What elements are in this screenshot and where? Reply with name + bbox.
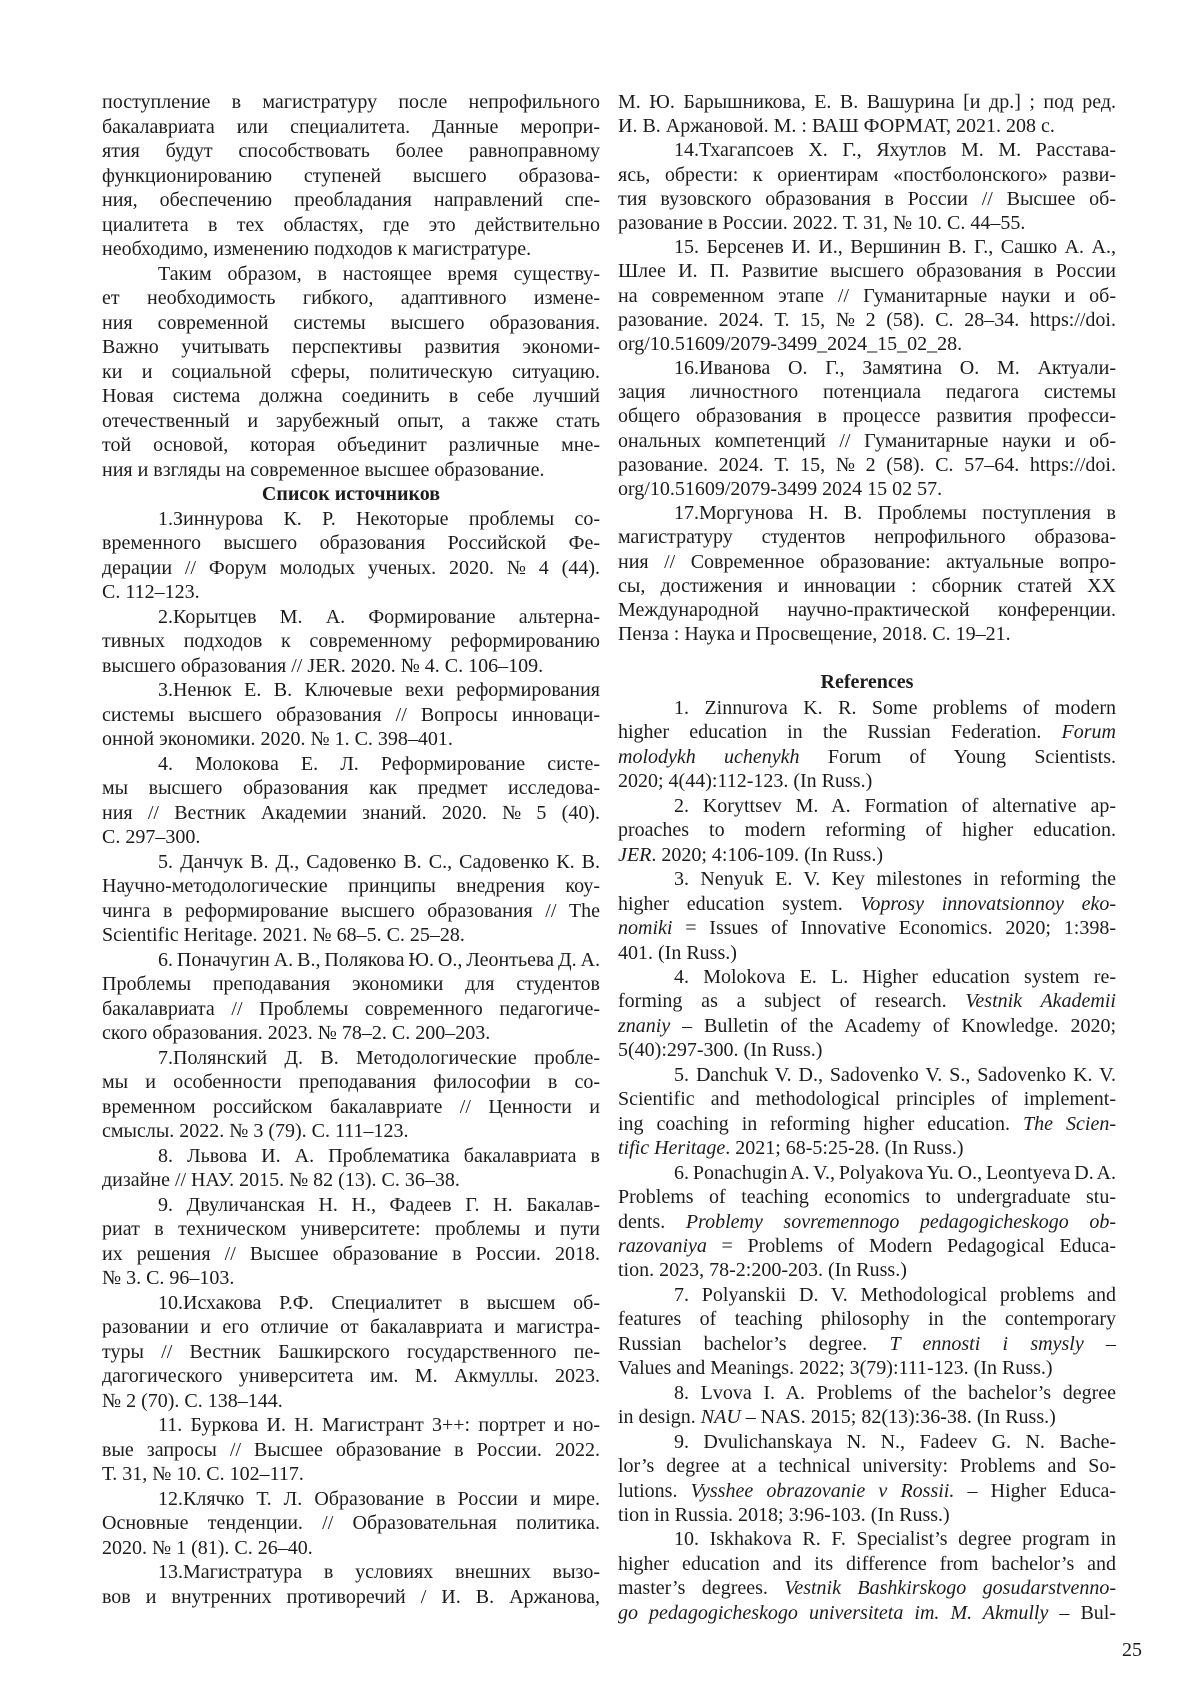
italic-journal-title: Problemy sovremennogo pedagogicheskogo ob- (685, 1210, 1116, 1233)
line-text: дерации // Форум молодых ученых. 2020. № 4 (44). (102, 556, 600, 579)
text-line (618, 211, 1116, 235)
text-line (102, 752, 600, 777)
text-line (102, 1364, 600, 1389)
line-text: зация личностного потенциала педагога системы (618, 381, 1116, 404)
line-text: вые запросы // Высшее образование в России. 2022. (102, 1438, 600, 1461)
page-number: 25 (1122, 1639, 1142, 1661)
paragraph (618, 1063, 1116, 1161)
line-text: 16.Иванова О. Г., Замятина О. М. Актуали- (674, 357, 1116, 380)
line-text: higher education in the Russian Federation. (618, 721, 1062, 744)
text-line (102, 237, 600, 262)
text-line (618, 1356, 1116, 1380)
line-text: forming as a subject of research. (618, 990, 966, 1013)
text-line (618, 1601, 1116, 1625)
text-line (618, 501, 1116, 525)
text-line (102, 972, 600, 997)
text-line (618, 1552, 1116, 1576)
text-line (102, 825, 600, 850)
line-text: lutions. (618, 1479, 691, 1502)
paragraph (102, 605, 600, 679)
line-text: 2020. № 1 (81). С. 26–40. (102, 1536, 313, 1559)
text-line (618, 114, 1116, 138)
line-text: 3. Nenyuk E. V. Key milestones in reforming the (674, 868, 1116, 891)
text-line (618, 550, 1116, 574)
text-line (102, 458, 600, 483)
line-text: 1.Зиннурова К. Р. Некоторые проблемы со- (158, 507, 600, 530)
line-text: № 2 (70). С. 138–144. (102, 1389, 283, 1412)
text-line (618, 235, 1116, 259)
line-text: ясь, обрести: к ориентирам «постболонского» разви- (618, 163, 1116, 186)
text-line (102, 605, 600, 630)
text-line (102, 115, 600, 140)
line-text: 14.Тхагапсоев Х. Г., Яхутлов М. М. Расстава- (674, 139, 1116, 162)
text-line (102, 923, 600, 948)
paragraph (618, 867, 1116, 965)
text-line (618, 1479, 1116, 1503)
line-text: ния современной системы высшего образования. (102, 311, 600, 334)
text-line (618, 794, 1116, 818)
italic-journal-title: molodykh uchenykh (618, 745, 800, 768)
text-line (618, 769, 1116, 793)
text-line (618, 574, 1116, 598)
line-text: higher education system. (618, 892, 861, 915)
italic-journal-title: T ennosti i smysly (889, 1332, 1084, 1355)
line-text: тивных подходов к современному реформированию (102, 630, 600, 652)
line-text: функционированию ступеней высшего образова- (102, 164, 600, 187)
text-line (102, 1070, 600, 1095)
italic-journal-title: tific Heritage (618, 1137, 726, 1160)
paragraph (102, 1144, 600, 1193)
line-text: 6. Поначугин А. В., Полякова Ю. О., Леонтьева Д. А. (158, 948, 600, 971)
text-line (102, 335, 600, 360)
paragraph (102, 1487, 600, 1561)
line-text: – NAS. 2015; 82(13):36-38. (In Russ.) (740, 1406, 1056, 1429)
line-text: мы высшего образования как предмет исследова- (102, 777, 600, 799)
line-text: Russian bachelor’s degree. (618, 1332, 890, 1355)
text-line (618, 259, 1116, 283)
italic-journal-title: NAU (700, 1406, 741, 1429)
text-line (102, 1119, 600, 1144)
text-line (618, 1332, 1116, 1356)
italic-journal-title: Voprosy innovatsionnoy eko- (860, 892, 1116, 915)
text-line (618, 598, 1116, 622)
text-line (618, 1258, 1116, 1282)
text-line (618, 892, 1116, 916)
line-text: смыслы. 2022. № 3 (79). С. 111–123. (102, 1120, 409, 1142)
text-line (102, 556, 600, 581)
line-text: разование. 2024. Т. 15, № 2 (58). С. 57–64. https://doi. (618, 453, 1116, 476)
text-line (102, 213, 600, 238)
line-text: отечественный и зарубежный опыт, а также стать (102, 409, 600, 432)
line-text: той основой, которая объединит различные мне- (102, 434, 600, 456)
references-heading: References (820, 671, 914, 693)
paragraph (618, 138, 1116, 235)
text-line (102, 1560, 600, 1585)
line-text: мы и особенности преподавания философии в со- (102, 1071, 600, 1093)
line-text: ing coaching in reforming higher education. (618, 1112, 1024, 1135)
line-text: tion. 2023, 78-2:200-203. (In Russ.) (618, 1259, 907, 1282)
line-text: Пенза : Наука и Просвещение, 2018. С. 19–21. (618, 623, 1011, 646)
line-text: 8. Львова И. А. Проблематика бакалавриата в (158, 1144, 600, 1167)
paragraph (102, 1413, 600, 1487)
italic-journal-title: Vestnik Akademii (965, 990, 1116, 1013)
text-line (618, 1063, 1116, 1087)
line-text: И. В. Аржановой. М. : ВАШ ФОРМАТ, 2021. 208 с. (618, 115, 1055, 138)
italic-journal-title: Forum (1061, 721, 1116, 744)
text-line (618, 1307, 1116, 1331)
text-line (102, 1340, 600, 1365)
text-line (618, 163, 1116, 187)
text-line (618, 989, 1116, 1013)
text-line (102, 1315, 600, 1340)
text-line (618, 745, 1116, 769)
text-line (102, 262, 600, 287)
paragraph (102, 752, 600, 850)
line-text: дагогического университета им. М. Акмуллы. 2023. (102, 1365, 600, 1387)
text-line (618, 308, 1116, 332)
line-text: = Issues of Innovative Economics. 2020; 1:398- (672, 917, 1116, 940)
text-line (102, 654, 600, 679)
text-line (102, 384, 600, 409)
line-text: 17.Моргунова Н. В. Проблемы поступления в (674, 502, 1116, 525)
line-text: необходимо, изменению подходов к магистратуре. (102, 238, 532, 260)
line-text: ния, обеспечению преобладания направлений спе- (102, 189, 600, 211)
text-line (102, 678, 600, 703)
paragraph (102, 1291, 600, 1414)
italic-journal-title: znaniy (618, 1014, 671, 1037)
line-text: Новая система должна соединить в себе лучший (102, 385, 600, 407)
right-column-russian-references (618, 90, 1116, 646)
text-line (102, 1389, 600, 1414)
line-text: их решения // Высшее образование в России. 2018. (102, 1242, 600, 1265)
text-line (102, 997, 600, 1022)
text-line (102, 1511, 600, 1536)
line-text: сы, достижения и инновации : сборник статей XX (618, 574, 1116, 597)
line-text: – Bulletin of the Academy of Knowledge. 2020; (670, 1014, 1116, 1037)
italic-journal-title: The Scien- (1023, 1112, 1116, 1135)
text-line (102, 1487, 600, 1512)
text-line (618, 1014, 1116, 1038)
text-line (618, 525, 1116, 549)
paragraph (102, 90, 600, 262)
line-text: proaches to modern reforming of higher education. (618, 819, 1116, 842)
text-line (102, 1144, 600, 1169)
text-line (102, 90, 600, 115)
line-text: lor’s degree at a technical university: Problems and So- (618, 1455, 1116, 1478)
line-text: 3.Ненюк Е. В. Ключевые вехи реформирования (158, 679, 600, 701)
line-text: общего образования в процессе развития професси- (618, 405, 1116, 428)
italic-journal-title: Vestnik Bashkirskogo gosudarstvenno- (784, 1577, 1116, 1600)
text-line (618, 1283, 1116, 1307)
line-text: Values and Meanings. 2022; 3(79):111-123. (In Russ.) (618, 1357, 1053, 1380)
text-line (618, 696, 1116, 720)
line-text: . 2020; 4:106-109. (In Russ.) (651, 843, 883, 866)
text-line (618, 356, 1116, 380)
line-text: Научно-методологические принципы внедрения коу- (102, 875, 600, 897)
line-text: риат в техническом университете: проблемы и пути (102, 1218, 600, 1240)
line-text: № 3. С. 96–103. (102, 1267, 235, 1289)
line-text: тия вузовского образования в России // Высшее об- (618, 187, 1116, 210)
paragraph (618, 1283, 1116, 1381)
line-text: разовании и его отличие от бакалавриата и магистра- (102, 1316, 600, 1338)
paragraph (618, 696, 1116, 794)
line-text: ния // Вестник Академии знаний. 2020. № 5 (40). (102, 801, 600, 824)
text-line (618, 404, 1116, 428)
italic-journal-title: nomiki (618, 917, 673, 940)
text-line (102, 311, 600, 336)
line-text: 2.Корытцев М. А. Формирование альтерна- (158, 605, 600, 628)
text-line (618, 187, 1116, 211)
line-text: 1. Zinnurova K. R. Some problems of modern (674, 697, 1116, 719)
text-line (102, 1413, 600, 1438)
text-line (102, 580, 600, 605)
line-text: онной экономики. 2020. № 1. С. 398–401. (102, 728, 453, 750)
line-text: Важно учитывать перспективы развития экономи- (102, 336, 600, 358)
line-text: вов и внутренних противоречий / И. В. Аржанова, (102, 1585, 600, 1608)
line-text: 7.Полянский Д. В. Методологические пробле- (158, 1046, 600, 1069)
line-text: С. 112–123. (102, 581, 200, 603)
line-text: циалитета в тех областях, где это действительно (102, 213, 600, 236)
text-line (618, 429, 1116, 453)
line-text: ятия будут способствовать более равноправному (102, 140, 600, 162)
line-text: временного высшего образования Российской Фе- (102, 532, 600, 554)
section-heading: Список источников (261, 483, 441, 505)
paragraph (618, 90, 1116, 138)
line-text: дизайне // НАУ. 2015. № 82 (13). С. 36–38. (102, 1169, 460, 1191)
text-line (102, 433, 600, 458)
line-text: высшего образования // JER. 2020. № 4. С. 106–109. (102, 654, 544, 677)
line-text: чинга в реформирование высшего образования // The (102, 899, 600, 922)
text-line (618, 622, 1116, 646)
text-line (102, 507, 600, 532)
text-line (102, 948, 600, 973)
paragraph (618, 1161, 1116, 1283)
line-text: бакалавриата // Проблемы современного педагогиче- (102, 997, 600, 1020)
text-line (618, 1038, 1116, 1062)
text-line (618, 453, 1116, 477)
paragraph (618, 794, 1116, 867)
line-text: – Higher Educa- (954, 1479, 1117, 1502)
line-text: разование в России. 2022. Т. 31, № 10. С. 44–55. (618, 211, 1026, 234)
paragraph (102, 678, 600, 752)
paragraph (618, 501, 1116, 646)
line-text: 7. Polyanskii D. V. Methodological problems and (674, 1283, 1116, 1306)
line-text: 4. Molokova E. L. Higher education system re- (674, 965, 1116, 988)
paragraph (102, 1193, 600, 1291)
line-text: Problems of teaching economics to undergraduate stu- (618, 1186, 1116, 1209)
line-text: Шлее И. П. Развитие высшего образования в России (618, 260, 1116, 283)
line-text: Таким образом, в настоящее время существу- (158, 262, 600, 285)
text-line (618, 1087, 1116, 1111)
text-line (102, 1438, 600, 1463)
text-line (618, 90, 1116, 114)
line-text: 401. (In Russ.) (618, 941, 737, 964)
text-line (102, 139, 600, 164)
paragraph (618, 1527, 1116, 1625)
line-text: 9. Dvulichanskaya N. N., Fadeev G. N. Bache- (674, 1430, 1116, 1453)
text-line (102, 1193, 600, 1218)
text-line (618, 332, 1116, 356)
line-text: org/10.51609/2079-3499_2024_15_02_28. (618, 332, 963, 355)
text-line (102, 164, 600, 189)
paragraph (618, 965, 1116, 1063)
line-text: 6. Ponachugin A. V., Polyakova Yu. O., Leontyeva D. A. (674, 1161, 1116, 1184)
line-text: 2. Koryttsev M. A. Formation of alternative ap- (674, 794, 1116, 817)
line-text: Scientific Heritage. 2021. № 68–5. С. 25–28. (102, 924, 465, 946)
line-text: магистратуру студентов непрофильного образова- (618, 526, 1116, 549)
paragraph (618, 1430, 1116, 1528)
text-line (102, 1095, 600, 1120)
text-line (618, 916, 1116, 940)
line-text: 2020; 4(44):112-123. (In Russ.) (618, 770, 873, 793)
text-line (618, 284, 1116, 308)
text-line (618, 1405, 1116, 1429)
line-text: 12.Клячко Т. Л. Образование в России и мире. (158, 1487, 600, 1510)
text-line (102, 1217, 600, 1242)
line-text: . 2021; 68-5:25-28. (In Russ.) (725, 1137, 964, 1160)
text-line (102, 1291, 600, 1316)
text-line (102, 1021, 600, 1046)
text-line (618, 1210, 1116, 1234)
text-line (618, 1136, 1116, 1160)
line-text: на современном этапе // Гуманитарные науки и об- (618, 284, 1116, 307)
text-line (618, 1430, 1116, 1454)
line-text: С. 297–300. (102, 826, 201, 848)
line-text: – Bul- (1048, 1601, 1116, 1624)
text-line (102, 1462, 600, 1487)
line-text: org/10.51609/2079-3499 2024 15 02 57. (618, 478, 943, 500)
text-line (618, 818, 1116, 842)
text-line (102, 727, 600, 752)
line-text: 10.Исхакова Р.Ф. Специалитет в высшем об- (158, 1291, 600, 1314)
text-line (618, 1454, 1116, 1478)
text-line (102, 703, 600, 728)
line-text: туры // Вестник Башкирского государственного пе- (102, 1340, 600, 1363)
text-line (102, 409, 600, 434)
line-text: 8. Lvova I. A. Problems of the bachelor’s degree (674, 1381, 1116, 1404)
text-line (102, 1242, 600, 1267)
line-text: Проблемы преподавания экономики для студентов (102, 973, 600, 995)
line-text: системы высшего образования // Вопросы инноваци- (102, 703, 600, 726)
text-line (618, 1503, 1116, 1527)
text-line (618, 380, 1116, 404)
text-line (618, 1234, 1116, 1258)
text-line (618, 1112, 1116, 1136)
line-text: ки и социальной сферы, политическую ситуацию. (102, 360, 600, 383)
line-text: 11. Буркова И. Н. Магистрант 3++: портрет и но- (158, 1414, 600, 1436)
line-text: Международной научно-практической конференции. (618, 598, 1116, 621)
italic-journal-title: razovaniya (618, 1234, 707, 1257)
line-text: tion in Russia. 2018; 3:96-103. (In Russ.) (618, 1503, 950, 1526)
line-text: поступление в магистратуру после непрофильного (102, 91, 600, 113)
line-text: разование. 2024. Т. 15, № 2 (58). С. 28–34. https://doi. (618, 308, 1116, 331)
text-line (102, 899, 600, 924)
text-line (618, 1381, 1116, 1405)
line-text: ния и взгляды на современное высшее образование. (102, 458, 545, 481)
line-text: 5. Danchuk V. D., Sadovenko V. S., Sadovenko K. V. (674, 1063, 1116, 1086)
paragraph (102, 262, 600, 483)
text-line (102, 1168, 600, 1193)
text-line (102, 801, 600, 826)
paragraph (618, 356, 1116, 501)
text-line (102, 776, 600, 801)
line-text: ния // Современное образование: актуальные вопро- (618, 550, 1116, 573)
line-text: 15. Берсенев И. И., Вершинин В. Г., Сашко А. А., (674, 236, 1116, 259)
line-text: Scientific and methodological principles of implement- (618, 1088, 1116, 1111)
line-text: dents. (618, 1210, 686, 1233)
text-line (618, 1185, 1116, 1209)
paragraph (102, 1560, 600, 1609)
italic-journal-title: go pedagogicheskogo universiteta im. M. Akmully (618, 1601, 1049, 1624)
paragraph (102, 1046, 600, 1144)
text-line (102, 1046, 600, 1071)
line-text: ональных компетенций // Гуманитарные науки и об- (618, 429, 1116, 452)
text-line (102, 1585, 600, 1610)
text-line (102, 188, 600, 213)
text-line (618, 720, 1116, 744)
text-line (618, 867, 1116, 891)
line-text: 5(40):297-300. (In Russ.) (618, 1039, 823, 1062)
line-text: ского образования. 2023. № 78–2. С. 200–203. (102, 1022, 491, 1044)
line-text: 4. Молокова Е. Л. Реформирование систе- (158, 752, 600, 775)
paragraph (102, 850, 600, 948)
line-text: временном российском бакалавриате // Ценности и (102, 1095, 600, 1118)
text-line (618, 941, 1116, 965)
text-line (618, 1576, 1116, 1600)
line-text: features of teaching philosophy in the contemporary (618, 1308, 1116, 1331)
right-column-english-references (618, 696, 1116, 1625)
line-text: higher education and its difference from bachelor’s and (618, 1552, 1116, 1575)
line-text: 10. Iskhakova R. F. Specialist’s degree program in (674, 1528, 1116, 1551)
text-line (618, 1161, 1116, 1185)
line-text: Forum of Young Scientists. (799, 745, 1117, 768)
line-text: – (1083, 1332, 1117, 1355)
line-text: ет необходимость гибкого, адаптивного измене- (102, 287, 600, 309)
text-line (102, 1266, 600, 1291)
line-text: 13.Магистратура в условиях внешних вызо- (158, 1561, 600, 1583)
italic-journal-title: JER (618, 843, 652, 866)
text-line (102, 1536, 600, 1561)
text-line (102, 874, 600, 899)
paragraph (618, 235, 1116, 356)
italic-journal-title: Vysshee obrazovanie v Rossii. (690, 1479, 955, 1502)
line-text: М. Ю. Барышникова, Е. В. Вашурина [и др.] ; под ред. (618, 91, 1116, 113)
line-text: = Problems of Modern Pedagogical Educa- (706, 1234, 1116, 1257)
left-column (102, 90, 600, 1609)
text-line (618, 477, 1116, 501)
text-line (102, 360, 600, 385)
line-text: Основные тенденции. // Образовательная политика. (102, 1512, 600, 1534)
line-text: 5. Данчук В. Д., Садовенко В. С., Садовенко К. В. (158, 850, 600, 873)
text-line (618, 1527, 1116, 1551)
text-line (618, 138, 1116, 162)
text-line (102, 531, 600, 556)
text-line (102, 286, 600, 311)
paragraph (618, 1381, 1116, 1430)
line-text: бакалавриата или специалитета. Данные меропри- (102, 115, 600, 138)
line-text: 9. Двуличанская Н. Н., Фадеев Г. Н. Бакалав- (158, 1193, 600, 1216)
text-line (618, 843, 1116, 867)
paragraph (102, 507, 600, 605)
line-text: in design. (618, 1406, 701, 1429)
line-text: Т. 31, № 10. С. 102–117. (102, 1463, 304, 1485)
text-line (618, 965, 1116, 989)
text-line (102, 629, 600, 654)
paragraph (102, 948, 600, 1046)
line-text: master’s degrees. (618, 1577, 785, 1600)
text-line (102, 850, 600, 875)
